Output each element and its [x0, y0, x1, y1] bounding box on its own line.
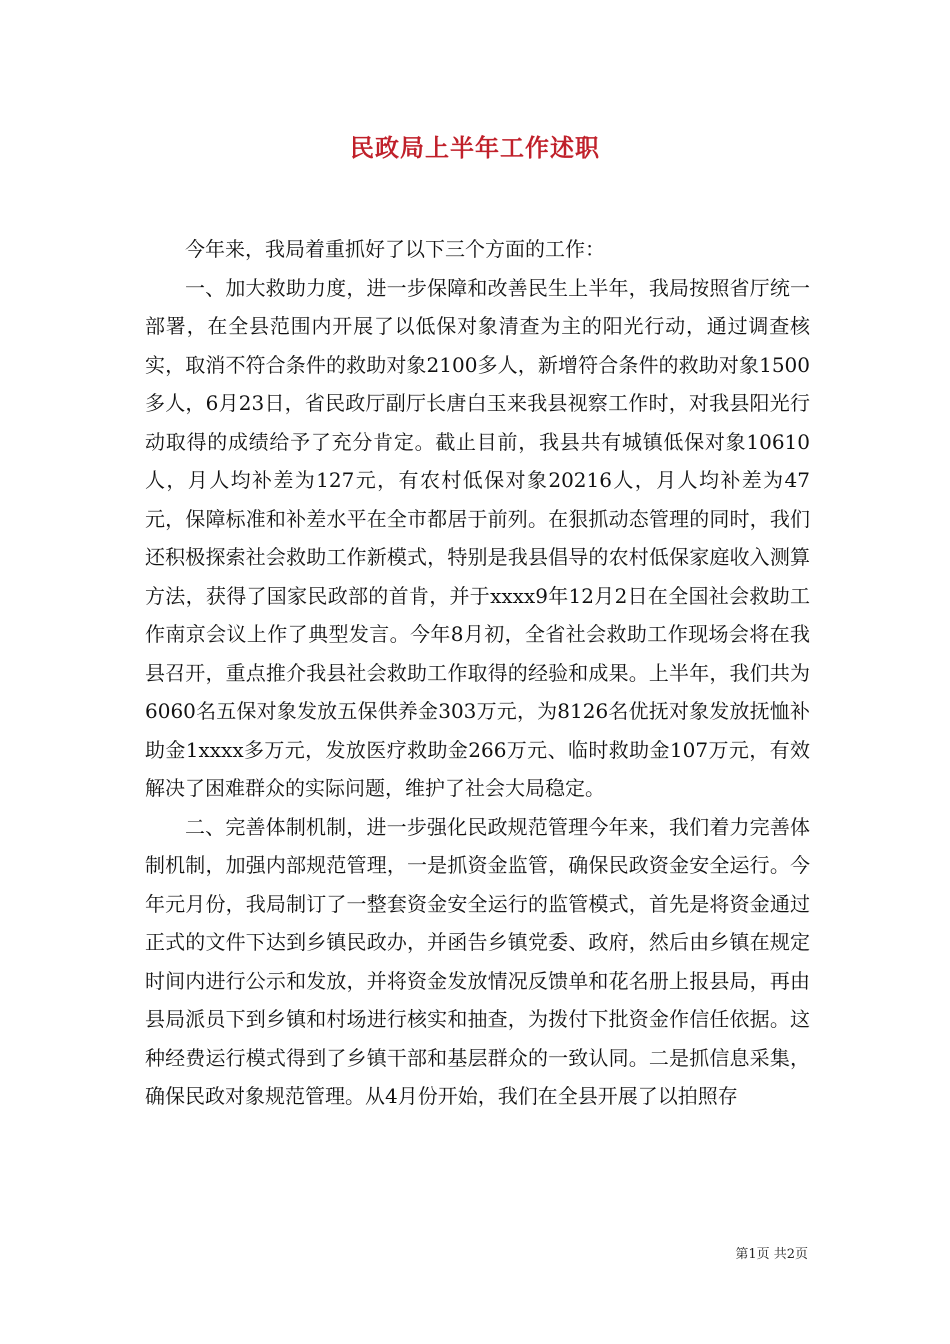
document-title: 民政局上半年工作述职 — [350, 133, 600, 162]
paragraph-section-two: 二、完善体制机制，进一步强化民政规范管理今年来，我们着力完善体制机制，加强内部规范管理，一是抓资金监管，确保民政资金安全运行。今年元月份，我局制订了一整套资金安全运行的监管模式，首先是将资金通过正式的文件下达到乡镇民政办，并函告乡镇党委、政府，然后由乡镇在规定时间内进行公示和发放，并将资金发放情况反馈单和花名册上报县局，再由县局派员下到乡镇和村场进行核实和抽查，为拨付下批资金作信任依据。这种经费运行模式得到了乡镇干部和基层群众的一致认同。二是抓信息采集，确保民政对象规范管理。从4月份开始，我们在全县开展了以拍照存 — [145, 814, 810, 1108]
paragraph-section-one: 一、加大救助力度，进一步保障和改善民生上半年，我局按照省厅统一部署，在全县范围内开展了以低保对象清查为主的阳光行动，通过调查核实，取消不符合条件的救助对象2100多人，新增符合条件的救助对象1500多人，6月23日，省民政厅副厅长唐白玉来我县视察工作时，对我县阳光行动取得的成绩给予了充分肯定。截止目前，我县共有城镇低保对象10610人，月人均补差为127元，有农村低保对象20216人，月人均补差为47元，保障标准和补差水平在全市都居于前列。在狠抓动态管理的同时，我们还积极探索社会救助工作新模式，特别是我县倡导的农村低保家庭收入测算方法，获得了国家民政部的首肯，并于xxxx9年12月2日在全国社会救助工作南京会议上作了典型发言。今年8月初，全省社会救助工作现场会将在我县召开，重点推介我县社会救助工作取得的经验和成果。上半年，我们共为6060名五保对象发放五保供养金303万元，为8126名优抚对象发放抚恤补助金1xxxx多万元，发放医疗救助金266万元、临时救助金107万元，有效解决了困难群众的实际问题，维护了社会大局稳定。 — [145, 275, 810, 800]
paragraph-intro: 今年来，我局着重抓好了以下三个方面的工作： — [185, 237, 605, 261]
document-body — [145, 230, 810, 1116]
page-number-footer: 第1页 共2页 — [735, 1247, 808, 1262]
